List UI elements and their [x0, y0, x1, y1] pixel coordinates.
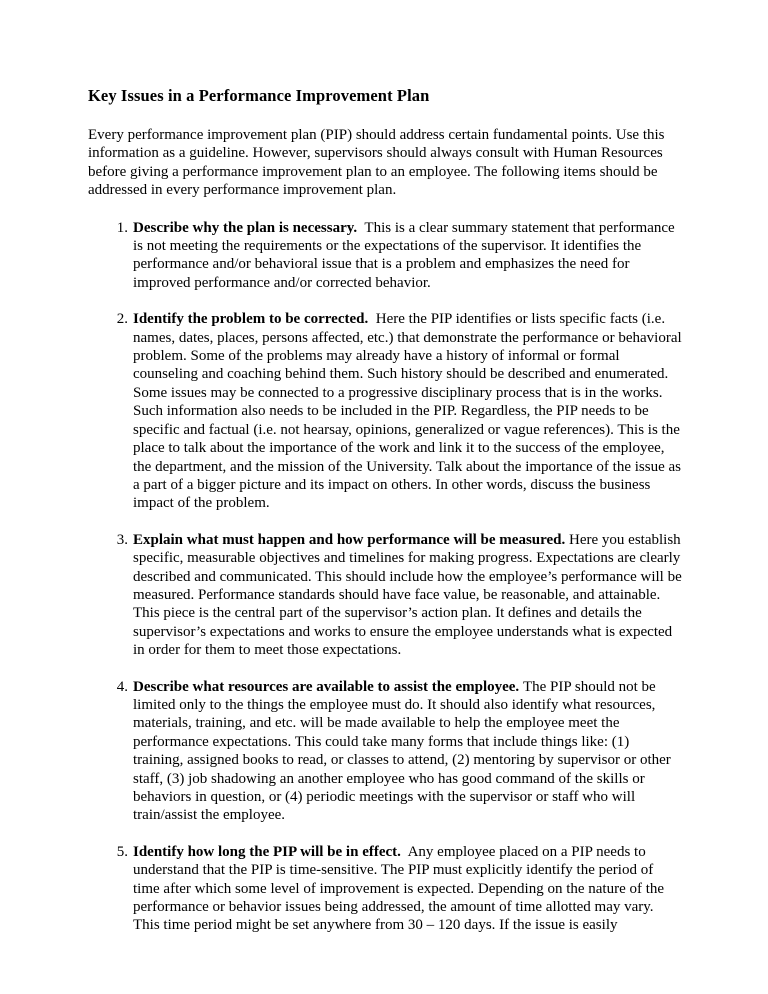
list-item-lead: Describe why the plan is necessary. — [133, 219, 358, 236]
document-body — [88, 86, 682, 935]
list-item-text — [133, 310, 682, 512]
list-item-lead: Identify how long the PIP will be in effect. — [133, 843, 401, 860]
list-item-marker: 4. — [116, 678, 128, 695]
list-item-marker: 5. — [116, 843, 128, 860]
list-item-body: Here you establish specific, measurable objectives and timelines for making progress. Expectations are clearly described and communicated. This should include how the employee’s performance will be measured. Performance standards should have face value, be reasonable, and attainable. This piece is the central part of the supervisor’s action plan. It defines and details the supervisor’s expectations and works to ensure the employee understands what is expected in order for them to meet those expectations. — [133, 531, 682, 659]
list-item-body: This is a clear summary statement that performance is not meeting the requirements or the expectations of the supervisor. It identifies the performance and/or behavioral issue that is a problem and emphasizes the need for improved performance and/or corrected behavior. — [133, 219, 675, 291]
list-item-body: Any employee placed on a PIP needs to understand that the PIP is time-sensitive. The PIP must explicitly identify the period of time after which some level of improvement is expected. Depending on the nature of the performance or behavior issues being addressed, the amount of time allotted may vary. This time period might be set anywhere from 30 – 120 days. If the issue is easily — [133, 843, 665, 934]
list-item-lead: Describe what resources are available to assist the employee. — [133, 678, 520, 695]
list-item-text — [133, 843, 682, 935]
list-item-body: The PIP should not be limited only to the things the employee must do. It should also identify what resources, materials, training, and etc. will be made available to help the employee meet the performance expectations. This could take many forms that include things like: (1) training, assigned books to read, or classes to attend, (2) mentoring by supervisor or other staff, (3) job shadowing an another employee who has good command of the skills or behaviors in question, or (4) periodic meetings with the supervisor or staff who will train/assist the employee. — [133, 678, 671, 824]
list-item — [88, 678, 682, 825]
list-item-lead: Identify the problem to be corrected. — [133, 311, 369, 328]
key-issues-list — [88, 219, 682, 935]
list-item-body: Here the PIP identifies or lists specific facts (i.e. names, dates, places, persons affected, etc.) that demonstrate the performance or behavioral problem. Some of the problems may already have a history of informal or formal counseling and coaching behind them. Such history should be described and enumerated. Some issues may be connected to a progressive disciplinary process that is in the works. Such information also needs to be included in the PIP. Regardless, the PIP needs to be specific and factual (i.e. not hearsay, opinions, generalized or vague references). This is the place to talk about the importance of the work and link it to the success of the employee, the department, and the mission of the University. Talk about the importance of the issue as a part of a bigger picture and its impact on others. In other words, discuss the business impact of the problem. — [133, 311, 682, 512]
list-item — [88, 843, 682, 935]
list-item-text — [133, 531, 682, 660]
list-item-marker: 1. — [116, 219, 128, 236]
page-title: Key Issues in a Performance Improvement Plan — [88, 86, 430, 105]
list-item-marker: 2. — [116, 311, 128, 328]
list-item-lead: Explain what must happen and how performance will be measured. — [133, 531, 566, 548]
list-item — [88, 531, 682, 660]
list-item-text — [133, 219, 682, 293]
list-item-text — [133, 678, 682, 825]
intro-paragraph: Every performance improvement plan (PIP) should address certain fundamental points. Use this information as a guideline. However, supervisors should always consult with Human Resources before giving a performance improvement plan to an employee. The following items should be addressed in every performance improvement plan. — [88, 127, 665, 199]
list-item — [88, 219, 682, 293]
list-item — [88, 310, 682, 512]
list-item-marker: 3. — [116, 531, 128, 548]
